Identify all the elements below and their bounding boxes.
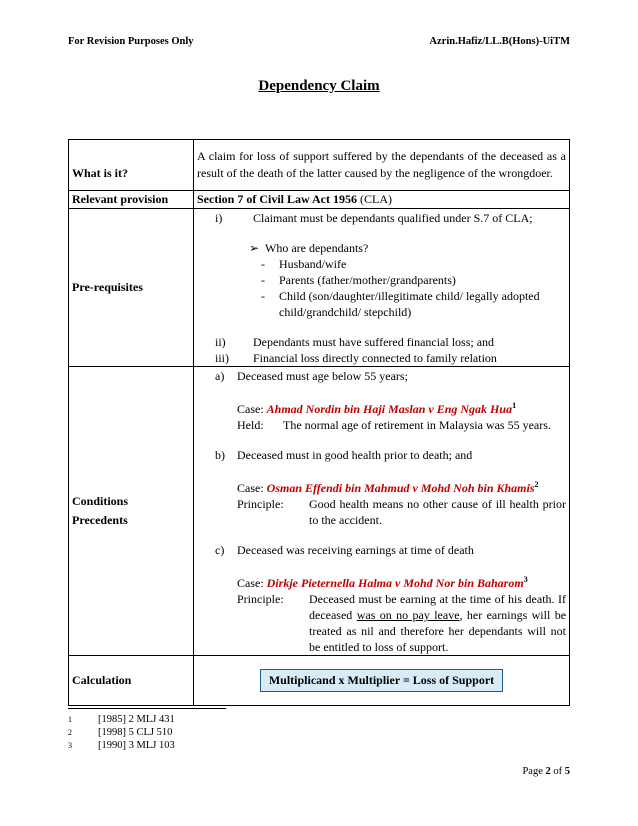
label-relevant-provision: Relevant provision (69, 191, 194, 209)
footnote-number: 2 (68, 728, 72, 737)
page-current: 2 (545, 766, 551, 777)
principle-line-c (237, 591, 566, 655)
summary-table (68, 139, 570, 706)
prereq-num-ii: ii) (215, 335, 226, 349)
footnote-text: [1990] 3 MLJ 103 (98, 740, 175, 751)
case-line-a (237, 398, 566, 417)
page-prefix: Page (522, 766, 543, 777)
footnote-ref-2: 2 (534, 480, 539, 489)
prereq-item-i (197, 210, 566, 226)
cell-prerequisites (194, 209, 570, 367)
case-name-b: Osman Effendi bin Mahmud v Mohd Noh bin Khamis (266, 481, 535, 495)
arrow-bullet-icon: ➢ (249, 241, 260, 255)
cell-conditions (194, 367, 570, 656)
condition-num-a: a) (215, 369, 225, 383)
case-label: Case: (237, 402, 264, 416)
footnote-2 (68, 727, 172, 738)
cell-relevant-provision (194, 191, 570, 209)
row-conditions-precedents (69, 367, 570, 656)
row-prerequisites (69, 209, 570, 367)
definition-text: A claim for loss of support suffered by the dependants of the deceased as a result of the death of the latter caused by the negligence of the wrongdoer. (197, 149, 566, 180)
principle-label: Principle: (237, 592, 284, 606)
label-conditions: Conditions (72, 494, 129, 508)
footnote-ref-1: 1 (512, 401, 517, 410)
prereq-item-ii (197, 334, 566, 350)
page-of: of (553, 766, 563, 777)
case-label: Case: (237, 481, 264, 495)
page-number (522, 766, 570, 777)
prereq-num-i: i) (215, 211, 223, 225)
condition-num-b: b) (215, 448, 225, 462)
principle-label: Principle: (237, 497, 284, 511)
header-right: Azrin.Hafiz/LL.B(Hons)-UiTM (429, 36, 570, 47)
held-text-a: The normal age of retirement in Malaysia was 55 years. (283, 418, 551, 432)
dependant-item: - Parents (father/mother/grandparents) (261, 272, 566, 288)
formula-box: Multiplicand x Multiplier = Loss of Support (260, 669, 503, 692)
dependants-question (249, 240, 566, 256)
case-line-c (237, 572, 566, 591)
principle-text-c-part1: Deceased must be earning at the time of his death. If deceased (309, 592, 566, 622)
principle-line-b (237, 496, 566, 528)
condition-text-a: Deceased must age below 55 years; (237, 369, 408, 383)
principle-text-c (309, 591, 566, 655)
header-left: For Revision Purposes Only (68, 36, 194, 47)
prereq-num-iii: iii) (215, 351, 229, 365)
prereq-text-ii: Dependants must have suffered financial loss; and (253, 335, 495, 349)
page-total: 5 (564, 766, 570, 777)
footnote-number: 3 (68, 741, 72, 750)
footnote-number: 1 (68, 715, 72, 724)
principle-text-c-underlined: was on no pay leave (356, 608, 460, 622)
case-name-c: Dirkje Pieternella Halma v Mohd Nor bin Baharom (266, 576, 524, 590)
footnote-divider (68, 708, 226, 709)
page-title: Dependency Claim (258, 78, 380, 94)
label-precedents: Precedents (72, 513, 128, 527)
cell-what-is-it (194, 140, 570, 191)
dependant-item: - Child (son/daughter/illegitimate child/ legally adopted child/grandchild/ stepchild) (261, 288, 566, 320)
footnote-1 (68, 714, 175, 725)
condition-item-b (215, 447, 566, 463)
principle-text-b: Good health means no other cause of ill health prior to the accident. (309, 497, 566, 527)
condition-text-b: Deceased must in good health prior to death; and (237, 448, 473, 462)
case-name-a: Ahmad Nordin bin Haji Maslan v Eng Ngak Hua (266, 402, 513, 416)
row-what-is-it (69, 140, 570, 191)
cell-calculation (194, 656, 570, 706)
prereq-item-iii (197, 350, 566, 366)
dependant-item: - Husband/wife (261, 256, 566, 272)
footnote-3 (68, 740, 175, 751)
provision-name: Section 7 of Civil Law Act 1956 (197, 192, 357, 206)
case-line-b (237, 477, 566, 496)
footnote-text: [1998] 5 CLJ 510 (98, 727, 173, 738)
label-what-is-it: What is it? (69, 140, 194, 191)
condition-item-c (215, 542, 566, 558)
condition-item-a (215, 368, 566, 384)
label-prerequisites: Pre-requisites (69, 209, 194, 367)
footnote-ref-3: 3 (523, 575, 528, 584)
prereq-text-i: Claimant must be dependants qualified under S.7 of CLA; (253, 211, 533, 225)
dependant-text: Parents (father/mother/grandparents) (279, 273, 456, 287)
case-label: Case: (237, 576, 264, 590)
dependants-question-text: Who are dependants? (265, 241, 369, 255)
held-line-a (237, 417, 566, 433)
held-label: Held: (237, 418, 264, 432)
dependant-text: Husband/wife (279, 257, 347, 271)
label-conditions-precedents (69, 367, 194, 656)
row-calculation (69, 656, 570, 706)
prereq-text-iii: Financial loss directly connected to family relation (253, 351, 497, 365)
principle-text-c-part2: , her earnings will be treated as nil and therefore her dependants will not be entitled to loss of support. (309, 608, 567, 654)
provision-abbr: (CLA) (360, 192, 392, 206)
condition-num-c: c) (215, 543, 225, 557)
row-relevant-provision (69, 191, 570, 209)
footnote-text: [1985] 2 MLJ 431 (98, 714, 175, 725)
dependant-text: Child (son/daughter/illegitimate child/ legally adopted child/grandchild/ stepchild) (279, 289, 540, 319)
label-calculation: Calculation (69, 656, 194, 706)
condition-text-c: Deceased was receiving earnings at time of death (237, 543, 474, 557)
